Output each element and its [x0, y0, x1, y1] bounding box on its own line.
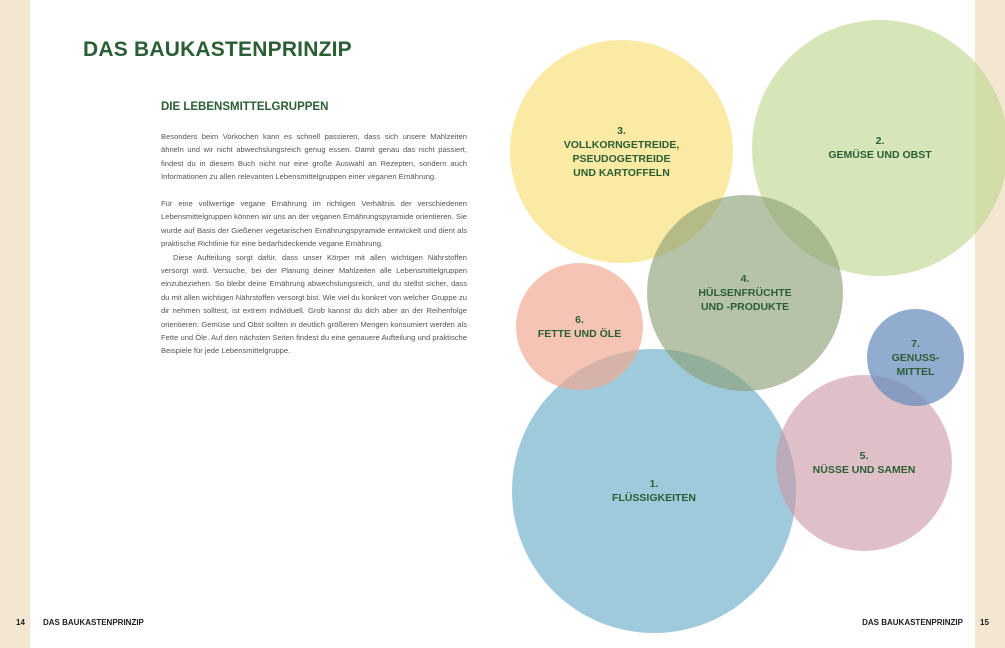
circle-group-1 [512, 349, 796, 633]
circle-label: 6. FETTE UND ÖLE [537, 313, 622, 340]
circle-label: 7. GENUSS- MITTEL [891, 337, 940, 378]
circle-group-6 [516, 263, 643, 390]
circle-label: 4. HÜLSENFRÜCHTE UND -PRODUKTE [698, 273, 792, 313]
body-text [161, 130, 467, 358]
paragraph: Besonders beim Vorkochen kann es schnell passieren, dass sich unsere Mahlzeiten ähneln und wir nicht abwechslungsreich genug essen. Damit genau das nicht passiert, findest du in diesem Buch nicht nur eine große Auswahl an Rezepten, sondern auch Informationen zu allen relevanten Lebensmittelgruppen einer veganen Ernährung. [161, 132, 467, 182]
circle-group-7 [867, 309, 964, 406]
running-title-left: DAS BAUKASTENPRINZIP [43, 618, 144, 627]
circle-label: 3. VOLLKORNGETREIDE, PSEUDOGETREIDE UND KARTOFFELN [563, 124, 680, 179]
paragraph: Für eine vollwertige vegane Ernährung im richtigen Verhältnis der verschiedenen Lebensmittelgruppen können wir uns an der veganen Ernährungspyramide orientieren. Sie wurde auf Basis der Gießener vegetarischen Ernährungspyramide entwickelt und dient als praktische Richtlinie für eine bedarfsdeckende vegane Ernährung. [161, 199, 467, 249]
page-number-left: 14 [16, 618, 25, 627]
circle-label: 5. NÜSSE UND SAMEN [812, 450, 916, 476]
page-title: DAS BAUKASTENPRINZIP [83, 38, 352, 61]
running-title-right: DAS BAUKASTENPRINZIP [862, 618, 963, 627]
paragraph: Diese Aufteilung sorgt dafür, dass unser Körper mit allen wichtigen Nährstoffen versorgt wird. Versuche, bei der Planung deiner Mahlzeiten alle Lebensmittelgruppen einzubeziehen. So bleibt deine Ernährung abwechslungsreich, und du stellst sicher, dass du mit allen wichtigen Nährstoffen versorgt bist. Wie viel du konkret von welcher Gruppe zu dir nehmen solltest, ist extrem individuell. Grob kannst du dich aber an der Reihenfolge orientieren: Gemüse und Obst sollten in deutlich größeren Mengen konsumiert werden als Fette und Öle. Auf den nächsten Seiten findest du eine genauere Aufteilung und praktische Beispiele für jede Lebensmittelgruppe. [161, 252, 467, 356]
circle-label: 1. FLÜSSIGKEITEN [611, 478, 696, 504]
section-title: DIE LEBENSMITTELGRUPPEN [161, 101, 329, 113]
circle-group-4 [647, 195, 843, 391]
page-number-right: 15 [980, 618, 989, 627]
circle-label: 2. GEMÜSE UND OBST [828, 135, 932, 161]
